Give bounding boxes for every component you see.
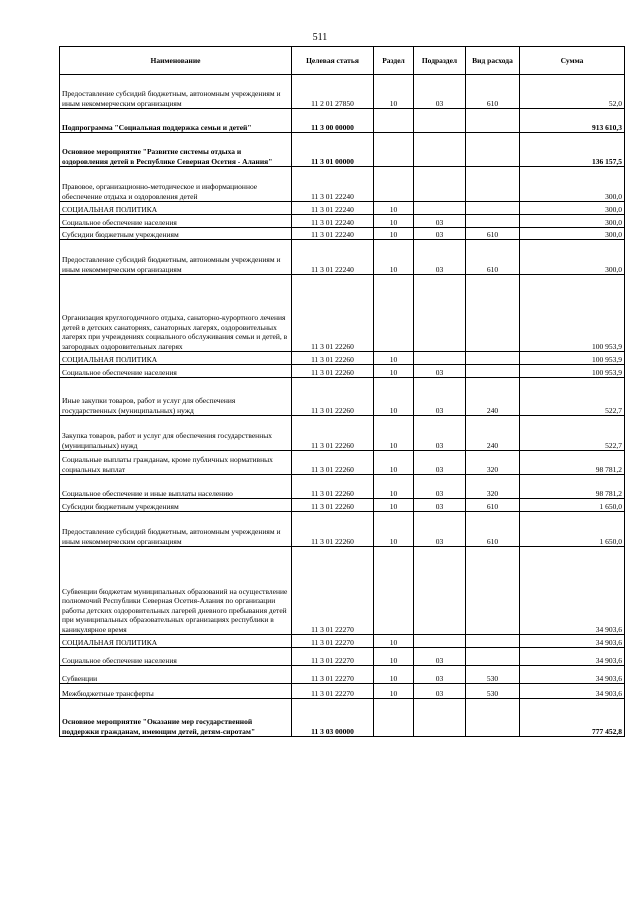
header-expense-type: Вид расхода	[466, 47, 520, 75]
cell-sum: 34 903,6	[520, 635, 625, 648]
cell-sum: 34 903,6	[520, 648, 625, 666]
cell-subsection	[414, 635, 466, 648]
cell-expense-type	[466, 109, 520, 133]
table-row	[60, 109, 625, 133]
cell-sum: 100 953,9	[520, 352, 625, 365]
cell-name: Правовое, организационно-методическое и информационное обеспечение отдыха и оздоровления детей	[60, 167, 292, 202]
cell-section: 10	[374, 648, 414, 666]
cell-subsection: 03	[414, 416, 466, 451]
cell-target: 11 3 01 22260	[292, 378, 374, 416]
cell-target: 11 3 01 22240	[292, 228, 374, 240]
cell-name: Подпрограмма "Социальная поддержка семьи и детей"	[60, 109, 292, 133]
cell-section	[374, 167, 414, 202]
header-target: Целевая статья	[292, 47, 374, 75]
cell-sum: 98 781,2	[520, 451, 625, 475]
cell-expense-type	[466, 635, 520, 648]
cell-section: 10	[374, 228, 414, 240]
cell-sum: 98 781,2	[520, 475, 625, 499]
table-row	[60, 666, 625, 684]
cell-name: Организация круглогодичного отдыха, санаторно-курортного лечения детей в детских санаториях, санаторных лагерях, оздоровительных лагерях при учреждениях социального обслуживания семьи и детей, в загородных оздоровительных лагерях	[60, 275, 292, 352]
cell-expense-type	[466, 547, 520, 635]
cell-name: Социальное обеспечение населения	[60, 648, 292, 666]
cell-name: Иные закупки товаров, работ и услуг для обеспечения государственных (муниципальных) нужд	[60, 378, 292, 416]
cell-expense-type: 530	[466, 666, 520, 684]
cell-name: Предоставление субсидий бюджетным, автономным учреждениям и иным некоммерческим организациям	[60, 75, 292, 109]
cell-section: 10	[374, 635, 414, 648]
cell-name: СОЦИАЛЬНАЯ ПОЛИТИКА	[60, 202, 292, 215]
cell-subsection: 03	[414, 228, 466, 240]
cell-sum: 1 650,0	[520, 512, 625, 547]
cell-sum: 136 157,5	[520, 133, 625, 167]
cell-section: 10	[374, 378, 414, 416]
cell-subsection	[414, 352, 466, 365]
cell-name: Субсидии бюджетным учреждениям	[60, 499, 292, 512]
cell-expense-type: 240	[466, 416, 520, 451]
cell-expense-type: 530	[466, 684, 520, 699]
cell-name: Основное мероприятие "Развитие системы отдыха и оздоровления детей в Республике Северная Осетия - Алания"	[60, 133, 292, 167]
cell-target: 11 3 01 22260	[292, 451, 374, 475]
cell-name: Предоставление субсидий бюджетным, автономным учреждениям и иным некоммерческим организациям	[60, 240, 292, 275]
cell-target: 11 3 01 00000	[292, 133, 374, 167]
cell-section: 10	[374, 215, 414, 228]
cell-section	[374, 547, 414, 635]
table-row	[60, 215, 625, 228]
cell-subsection: 03	[414, 512, 466, 547]
cell-target: 11 3 00 00000	[292, 109, 374, 133]
table-row	[60, 684, 625, 699]
cell-sum: 300,0	[520, 215, 625, 228]
cell-target: 11 3 01 22240	[292, 167, 374, 202]
table-row	[60, 240, 625, 275]
cell-sum: 300,0	[520, 228, 625, 240]
cell-sum: 52,0	[520, 75, 625, 109]
table-row	[60, 475, 625, 499]
header-name: Наименование	[60, 47, 292, 75]
cell-sum: 522,7	[520, 416, 625, 451]
cell-expense-type: 240	[466, 378, 520, 416]
table-row	[60, 352, 625, 365]
cell-section: 10	[374, 512, 414, 547]
cell-name: СОЦИАЛЬНАЯ ПОЛИТИКА	[60, 635, 292, 648]
cell-sum: 100 953,9	[520, 365, 625, 378]
table-row	[60, 416, 625, 451]
cell-section	[374, 109, 414, 133]
cell-target: 11 3 01 22270	[292, 635, 374, 648]
cell-name: Субвенции бюджетам муниципальных образований на осуществление полномочий Республики Северная Осетия-Алания по организации работы детских оздоровительных лагерей дневного пребывания детей при муниципальных образовательных организациях республики в каникулярное время	[60, 547, 292, 635]
cell-sum: 34 903,6	[520, 547, 625, 635]
cell-subsection: 03	[414, 240, 466, 275]
cell-name: Социальное обеспечение населения	[60, 365, 292, 378]
table-row	[60, 451, 625, 475]
cell-name: Предоставление субсидий бюджетным, автономным учреждениям и иным некоммерческим организациям	[60, 512, 292, 547]
cell-sum: 522,7	[520, 378, 625, 416]
cell-name: Субсидии бюджетным учреждениям	[60, 228, 292, 240]
cell-expense-type	[466, 365, 520, 378]
cell-target: 11 3 01 22260	[292, 499, 374, 512]
cell-subsection	[414, 167, 466, 202]
cell-name: СОЦИАЛЬНАЯ ПОЛИТИКА	[60, 352, 292, 365]
cell-expense-type	[466, 648, 520, 666]
table-row	[60, 512, 625, 547]
cell-subsection: 03	[414, 451, 466, 475]
cell-target: 11 3 01 22260	[292, 365, 374, 378]
table-row	[60, 75, 625, 109]
cell-expense-type: 610	[466, 240, 520, 275]
cell-sum: 34 903,6	[520, 684, 625, 699]
cell-name: Межбюджетные трансферты	[60, 684, 292, 699]
cell-target: 11 3 01 22260	[292, 352, 374, 365]
budget-table	[59, 46, 625, 737]
table-row	[60, 635, 625, 648]
header-section: Раздел	[374, 47, 414, 75]
cell-subsection	[414, 275, 466, 352]
cell-target: 11 3 01 22260	[292, 512, 374, 547]
cell-name: Социальные выплаты гражданам, кроме публичных нормативных социальных выплат	[60, 451, 292, 475]
cell-name: Социальное обеспечение и иные выплаты населению	[60, 475, 292, 499]
cell-expense-type: 320	[466, 475, 520, 499]
cell-sum: 777 452,8	[520, 699, 625, 737]
cell-section	[374, 699, 414, 737]
cell-sum: 913 610,3	[520, 109, 625, 133]
table-row	[60, 699, 625, 737]
cell-subsection	[414, 547, 466, 635]
cell-expense-type	[466, 352, 520, 365]
cell-section: 10	[374, 666, 414, 684]
cell-section: 10	[374, 475, 414, 499]
cell-section: 10	[374, 352, 414, 365]
cell-sum: 100 953,9	[520, 275, 625, 352]
table-row	[60, 547, 625, 635]
cell-subsection: 03	[414, 215, 466, 228]
cell-subsection: 03	[414, 75, 466, 109]
table-row	[60, 228, 625, 240]
cell-expense-type	[466, 167, 520, 202]
cell-section: 10	[374, 75, 414, 109]
cell-target: 11 3 03 00000	[292, 699, 374, 737]
cell-target: 11 3 01 22270	[292, 684, 374, 699]
cell-expense-type	[466, 275, 520, 352]
table-row	[60, 167, 625, 202]
table-row	[60, 202, 625, 215]
cell-subsection: 03	[414, 365, 466, 378]
cell-expense-type	[466, 202, 520, 215]
cell-expense-type	[466, 133, 520, 167]
cell-expense-type: 610	[466, 228, 520, 240]
cell-subsection	[414, 109, 466, 133]
cell-name: Основное мероприятие "Оказание мер государственной поддержки гражданам, имеющим детей, детям-сиротам"	[60, 699, 292, 737]
cell-subsection	[414, 699, 466, 737]
cell-name: Закупка товаров, работ и услуг для обеспечения государственных (муниципальных) нужд	[60, 416, 292, 451]
cell-expense-type: 610	[466, 75, 520, 109]
cell-section: 10	[374, 499, 414, 512]
cell-section: 10	[374, 365, 414, 378]
cell-section: 10	[374, 451, 414, 475]
cell-expense-type	[466, 215, 520, 228]
cell-sum: 300,0	[520, 240, 625, 275]
header-subsection: Подраздел	[414, 47, 466, 75]
cell-section: 10	[374, 416, 414, 451]
cell-sum: 300,0	[520, 202, 625, 215]
cell-subsection: 03	[414, 499, 466, 512]
page-number: 511	[312, 32, 328, 43]
cell-target: 11 3 01 22270	[292, 547, 374, 635]
table-header-row	[60, 47, 625, 75]
table-row	[60, 365, 625, 378]
cell-section: 10	[374, 684, 414, 699]
cell-subsection: 03	[414, 666, 466, 684]
table-row	[60, 133, 625, 167]
cell-target: 11 3 01 22270	[292, 648, 374, 666]
cell-section: 10	[374, 240, 414, 275]
cell-subsection: 03	[414, 648, 466, 666]
table-row	[60, 648, 625, 666]
cell-subsection	[414, 202, 466, 215]
cell-section	[374, 133, 414, 167]
cell-section: 10	[374, 202, 414, 215]
cell-sum: 34 903,6	[520, 666, 625, 684]
cell-subsection	[414, 133, 466, 167]
cell-section	[374, 275, 414, 352]
table-body	[60, 75, 625, 737]
table-row	[60, 378, 625, 416]
cell-expense-type: 610	[466, 499, 520, 512]
cell-sum: 300,0	[520, 167, 625, 202]
table-row	[60, 499, 625, 512]
cell-subsection: 03	[414, 684, 466, 699]
table-row	[60, 275, 625, 352]
cell-target: 11 3 01 22260	[292, 416, 374, 451]
cell-subsection: 03	[414, 378, 466, 416]
cell-subsection: 03	[414, 475, 466, 499]
cell-target: 11 3 01 22240	[292, 240, 374, 275]
cell-expense-type: 320	[466, 451, 520, 475]
cell-target: 11 3 01 22270	[292, 666, 374, 684]
cell-target: 11 3 01 22240	[292, 215, 374, 228]
cell-sum: 1 650,0	[520, 499, 625, 512]
cell-target: 11 3 01 22260	[292, 275, 374, 352]
cell-target: 11 3 01 22260	[292, 475, 374, 499]
cell-name: Социальное обеспечение населения	[60, 215, 292, 228]
cell-expense-type	[466, 699, 520, 737]
header-sum: Сумма	[520, 47, 625, 75]
cell-target: 11 2 01 27850	[292, 75, 374, 109]
cell-expense-type: 610	[466, 512, 520, 547]
cell-target: 11 3 01 22240	[292, 202, 374, 215]
cell-name: Субвенции	[60, 666, 292, 684]
